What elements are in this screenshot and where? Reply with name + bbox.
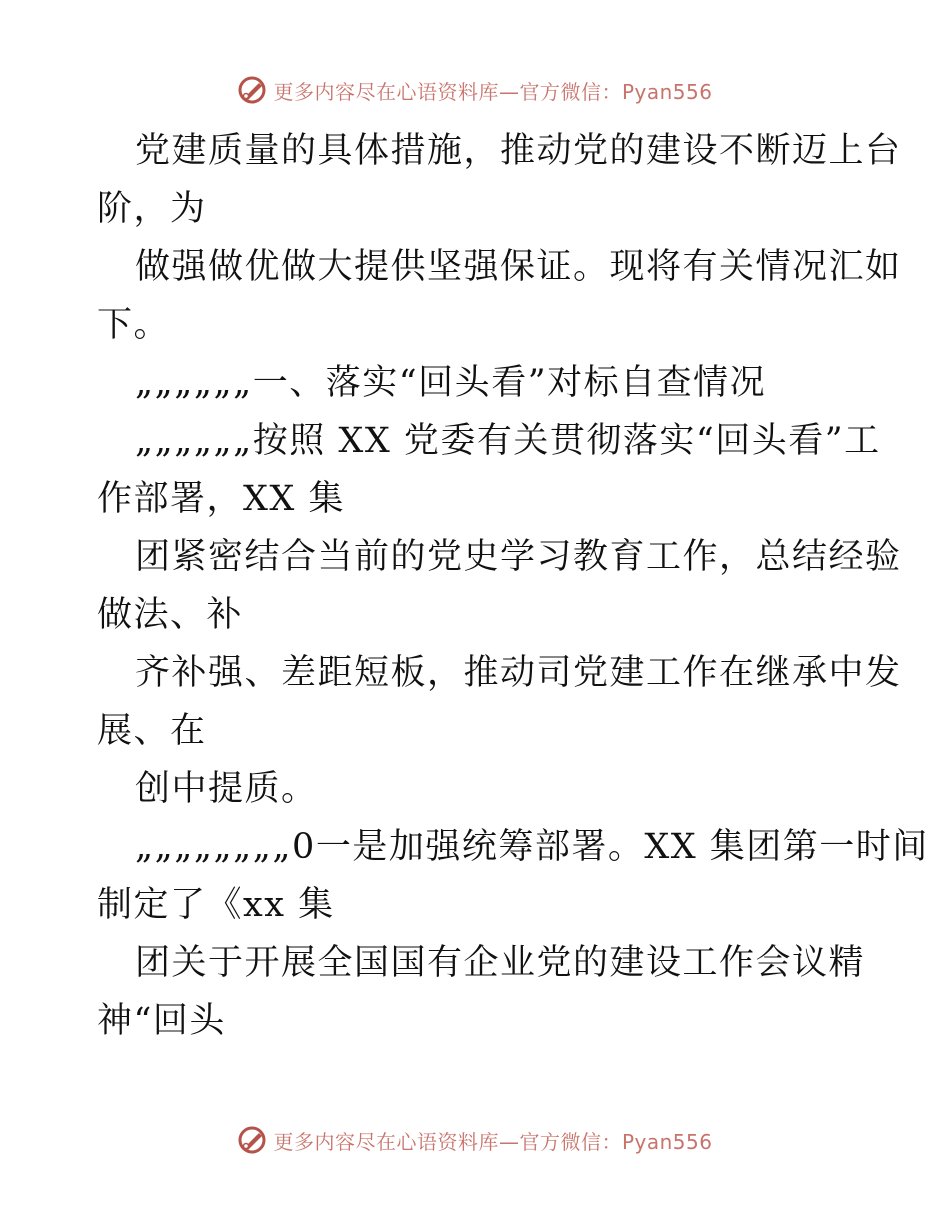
- pen-logo-icon: [237, 1125, 267, 1155]
- text-line: „„„„„„一、落实“回头看”对标自查情况: [135, 363, 767, 403]
- text-line: „„„„„„按照 XX 党委有关贯彻落实“回头看”工: [135, 421, 881, 461]
- text-line: 阶，为: [97, 189, 207, 229]
- text-line: 下。: [97, 305, 171, 345]
- document-body: [97, 122, 929, 1050]
- footer-watermark: [0, 1120, 950, 1160]
- text-line: „„„„„„„„0一是加强统筹部署。XX 集团第一时间: [135, 827, 929, 867]
- text-line: 展、在: [97, 711, 207, 751]
- text-line: 神“回头: [97, 1001, 226, 1041]
- text-line: 做强做优做大提供坚强保证。现将有关情况汇如: [135, 247, 902, 287]
- text-line: 齐补强、差距短板，推动司党建工作在继承中发: [135, 653, 902, 693]
- text-line: 制定了《xx 集: [97, 885, 335, 925]
- text-line: 团紧密结合当前的党史学习教育工作，总结经验: [135, 537, 902, 577]
- watermark-text: 更多内容尽在心语资料库—官方微信：Pyan556: [273, 1129, 713, 1154]
- text-line: 创中提质。: [135, 769, 318, 809]
- text-line: 作部署，XX 集: [97, 479, 345, 519]
- watermark-text: 更多内容尽在心语资料库—官方微信：Pyan556: [273, 79, 713, 104]
- header-watermark: [0, 70, 950, 110]
- text-line: 做法、补: [97, 595, 244, 635]
- text-line: 党建质量的具体措施，推动党的建设不断迈上台: [135, 131, 902, 171]
- pen-logo-icon: [237, 75, 267, 105]
- text-line: 团关于开展全国国有企业党的建设工作会议精: [135, 943, 866, 983]
